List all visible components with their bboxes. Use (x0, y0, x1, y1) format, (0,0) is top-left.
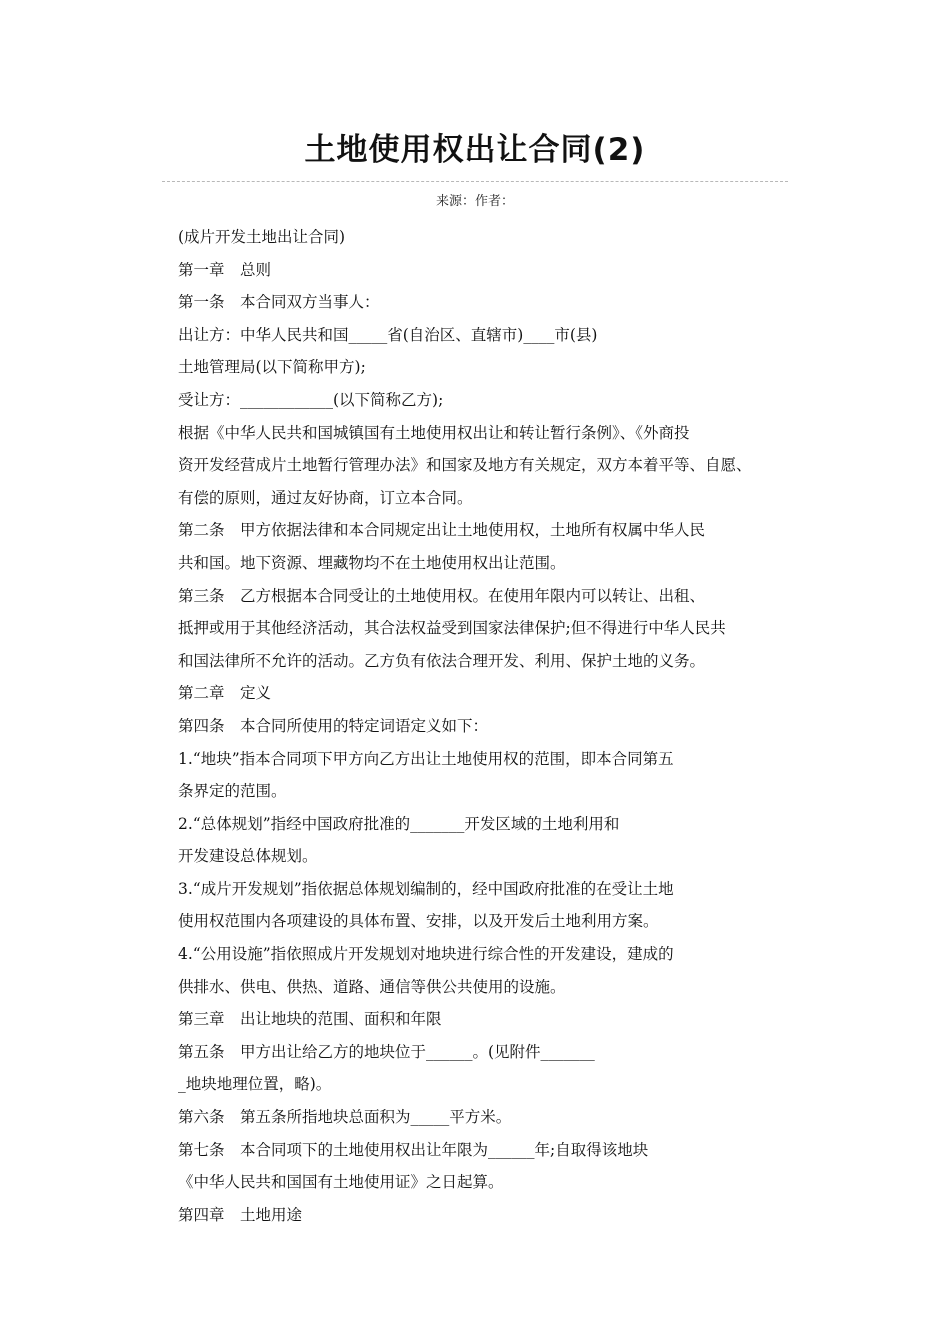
body-line: 3.“成片开发规划”指依据总体规划编制的，经中国政府批准的在受让土地 (178, 879, 674, 898)
body-line: 第四条 本合同所使用的特定词语定义如下： (178, 716, 489, 735)
body-line: 和国法律所不允许的活动。乙方负有依法合理开发、利用、保护土地的义务。 (178, 651, 706, 670)
body-line: 供排水、供电、供热、道路、通信等供公共使用的设施。 (178, 977, 566, 996)
body-line: 1.“地块”指本合同项下甲方向乙方出让土地使用权的范围，即本合同第五 (178, 749, 674, 768)
body-line: 出让方：中华人民共和国_____省(自治区、直辖市)____市(县) (178, 325, 598, 344)
chapter-heading: 第三章 出让地块的范围、面积和年限 (178, 1010, 442, 1029)
chapter-heading: 第一章 总则 (178, 260, 272, 279)
body-line: 第三条 乙方根据本合同受让的土地使用权。在使用年限内可以转让、出租、 (178, 586, 706, 605)
body-line: 第七条 本合同项下的土地使用权出让年限为______年;自取得该地块 (178, 1140, 649, 1159)
body-line: 土地管理局(以下简称甲方); (178, 358, 366, 377)
body-line: 有偿的原则，通过友好协商，订立本合同。 (178, 488, 473, 507)
body-line: _地块地理位置，略)。 (178, 1075, 332, 1094)
body-line: 资开发经营成片土地暂行管理办法》和国家及地方有关规定，双方本着平等、自愿、 (178, 456, 752, 475)
body-line: 第一条 本合同双方当事人： (178, 293, 380, 312)
chapter-heading: 第四章 土地用途 (178, 1205, 303, 1224)
body-line: (成片开发土地出让合同) (178, 228, 346, 246)
body-line: 根据《中华人民共和国城镇国有土地使用权出让和转让暂行条例》、《外商投 (178, 423, 690, 442)
body-line: 条界定的范围。 (178, 782, 287, 801)
contract-body (178, 221, 818, 1231)
title-divider (162, 181, 788, 182)
body-line: 《中华人民共和国国有土地使用证》之日起算。 (178, 1173, 504, 1192)
chapter-heading: 第二章 定义 (178, 684, 272, 703)
body-line: 第五条 甲方出让给乙方的地块位于______。(见附件_______ (178, 1042, 595, 1061)
body-line: 使用权范围内各项建设的具体布置、安排，以及开发后土地利用方案。 (178, 912, 659, 931)
body-line: 受让方：____________(以下简称乙方); (178, 390, 444, 409)
body-line: 4.“公用设施”指依照成片开发规划对地块进行综合性的开发建设，建成的 (178, 945, 674, 964)
body-line: 共和国。地下资源、埋藏物均不在土地使用权出让范围。 (178, 553, 566, 572)
body-line: 第二条 甲方依据法律和本合同规定出让土地使用权，土地所有权属中华人民 (178, 521, 706, 540)
document-title: 土地使用权出让合同(2) (304, 132, 646, 168)
body-line: 抵押或用于其他经济活动，其合法权益受到国家法律保护;但不得进行中华人民共 (178, 619, 726, 638)
body-line: 第六条 第五条所指地块总面积为_____平方米。 (178, 1108, 512, 1127)
body-line: 2.“总体规划”指经中国政府批准的_______开发区域的土地利用和 (178, 814, 620, 833)
source-author-line: 来源：作者： (435, 194, 514, 209)
body-line: 开发建设总体规划。 (178, 847, 318, 866)
